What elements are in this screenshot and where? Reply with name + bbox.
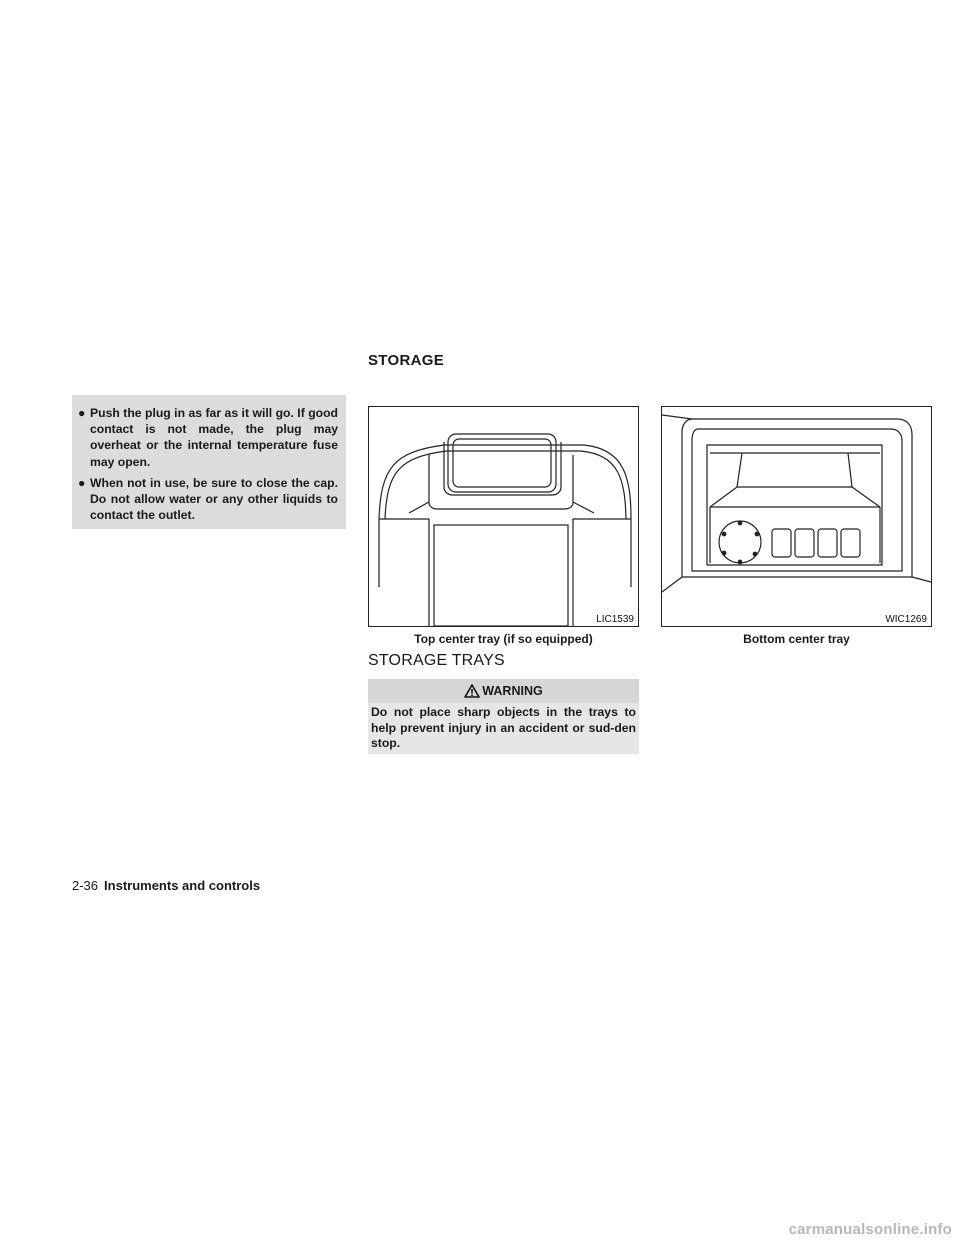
figure-code: WIC1269 <box>885 614 927 625</box>
bullet-marker: ● <box>78 475 86 490</box>
caution-box <box>72 395 346 529</box>
warning-header <box>368 679 639 703</box>
page-number: 2-36 <box>72 878 99 893</box>
chapter-label: Instruments and controls <box>104 878 261 893</box>
figure-caption: Bottom center tray <box>743 632 850 646</box>
section-title: STORAGE <box>368 352 445 369</box>
warning-body: Do not place sharp objects in the trays to help prevent injury in an accident or sud-den stop. <box>368 703 639 754</box>
bullet-item <box>78 405 338 470</box>
warning-heading: WARNING <box>482 684 543 698</box>
figure-bottom-center-tray <box>661 406 932 627</box>
top-center-tray-illustration <box>369 407 638 626</box>
figure-top-center-tray <box>368 406 639 627</box>
bullet-marker: ● <box>78 406 86 420</box>
warning-triangle-icon <box>464 684 480 698</box>
subsection-title: STORAGE TRAYS <box>368 652 505 669</box>
bottom-center-tray-illustration <box>662 407 931 626</box>
page-footer <box>72 878 260 893</box>
bullet-list <box>78 405 338 523</box>
bullet-item <box>78 475 338 524</box>
figure-code: LIC1539 <box>596 614 634 625</box>
bullet-text: Push the plug in as far as it will go. If good contact is not made, the plug may overheat or the internal temperature fuse may open. <box>90 406 338 469</box>
bullet-text: When not in use, be sure to close the cap. Do not allow water or any other liquids to contact the outlet. <box>90 475 338 523</box>
figure-caption: Top center tray (if so equipped) <box>414 632 593 646</box>
watermark: carmanualsonline.info <box>788 1221 952 1238</box>
